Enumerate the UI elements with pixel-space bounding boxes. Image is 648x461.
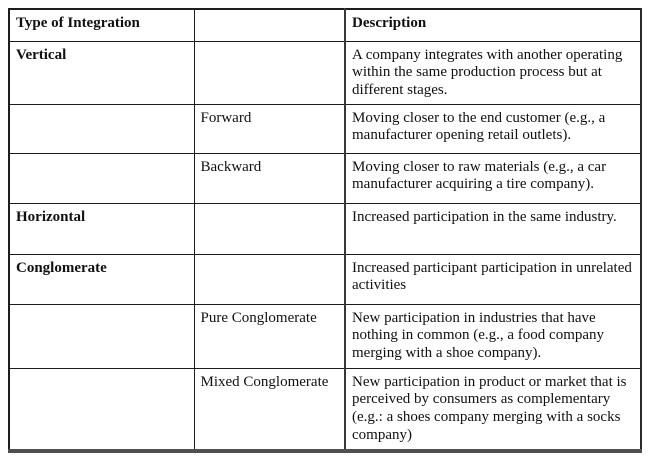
cell-subtype [194,254,345,304]
cell-type [9,304,194,368]
cell-description: New participation in industries that have nothing in common (e.g., a food company merging with a shoe company). [345,304,641,368]
table-row-vertical [9,41,641,104]
header-row [9,9,641,41]
cell-subtype: Backward [194,153,345,203]
table-row-backward [9,153,641,203]
cell-type [9,368,194,451]
cell-type: Conglomerate [9,254,194,304]
header-subtype-empty [194,9,345,41]
cell-subtype: Mixed Conglomerate [194,368,345,451]
cell-type: Horizontal [9,203,194,254]
table-row-horizontal [9,203,641,254]
cell-subtype [194,41,345,104]
table-row-conglomerate [9,254,641,304]
cell-description: A company integrates with another operating within the same production process but at different stages. [345,41,641,104]
table-row-mixed-conglomerate [9,368,641,451]
cell-subtype: Pure Conglomerate [194,304,345,368]
header-type-of-integration: Type of Integration [9,9,194,41]
integration-types-table [8,8,642,453]
table-row-pure-conglomerate [9,304,641,368]
header-description: Description [345,9,641,41]
cell-subtype: Forward [194,104,345,153]
cell-type [9,153,194,203]
table-row-forward [9,104,641,153]
cell-description: Moving closer to the end customer (e.g., a manufacturer opening retail outlets). [345,104,641,153]
cell-description: Moving closer to raw materials (e.g., a car manufacturer acquiring a tire company). [345,153,641,203]
cell-type [9,104,194,153]
cell-type: Vertical [9,41,194,104]
cell-description: New participation in product or market that is perceived by consumers as complementary (e.g.: a shoes company merging with a socks company) [345,368,641,451]
cell-description: Increased participation in the same industry. [345,203,641,254]
cell-subtype [194,203,345,254]
cell-description: Increased participant participation in unrelated activities [345,254,641,304]
